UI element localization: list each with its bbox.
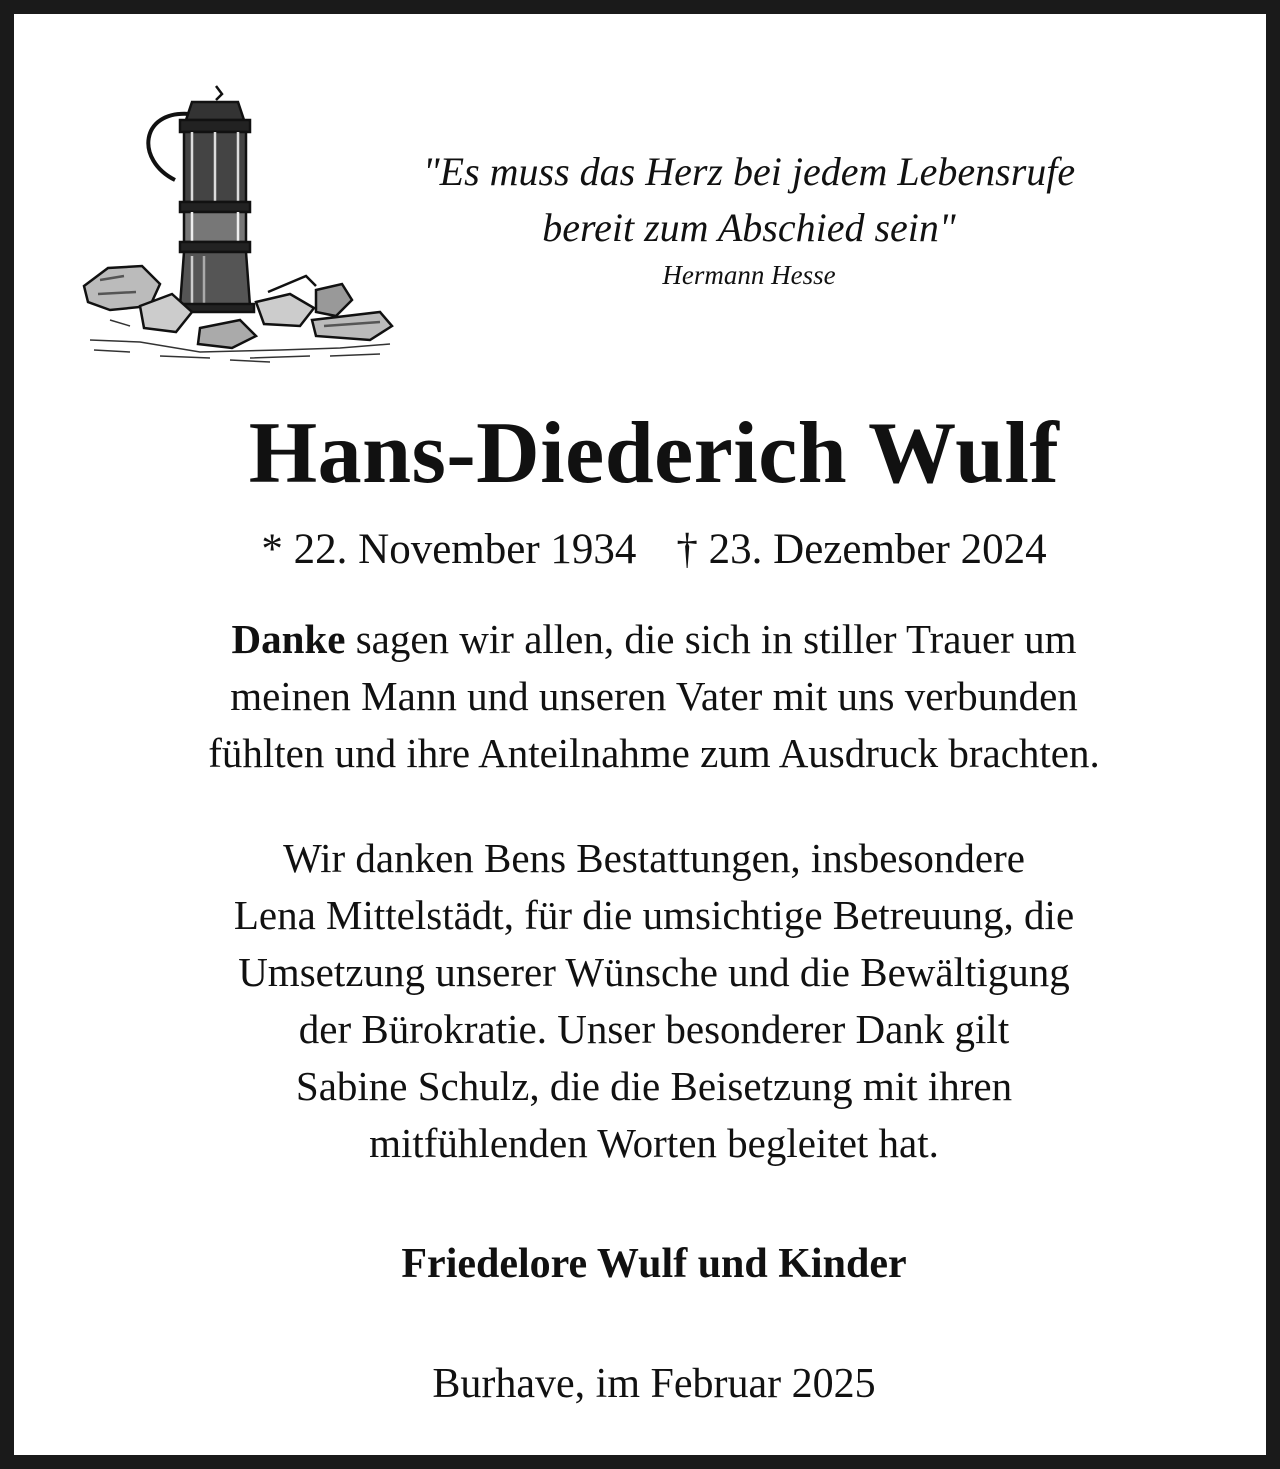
deceased-name: Hans-Diederich Wulf: [248, 405, 1060, 502]
quote-line-1: "Es muss das Herz bei jedem Lebensrufe: [422, 149, 1076, 194]
acknowledgement-line-1: Wir danken Bens Bestattungen, insbesondere: [283, 835, 1025, 881]
thanks-lead: Danke: [231, 616, 346, 662]
quote-author: Hermann Hesse: [662, 260, 836, 290]
thanks-paragraph: [14, 611, 1280, 782]
thanks-line-2: meinen Mann und unseren Vater mit uns verbunden: [230, 673, 1078, 719]
thanks-line-3: fühlten und ihre Anteilnahme zum Ausdruck brachten.: [208, 730, 1100, 776]
signoff: Friedelore Wulf und Kinder: [401, 1241, 907, 1287]
quote-block: [314, 144, 1184, 292]
acknowledgement-line-2: Lena Mittelstädt, für die umsichtige Betreuung, die: [233, 892, 1075, 938]
thanks-line-1: [14, 611, 1280, 668]
thanks-line-1-rest: sagen wir allen, die sich in stiller Trauer um: [345, 616, 1077, 662]
place-date: Burhave, im Februar 2025: [432, 1361, 876, 1407]
quote-line-2: bereit zum Abschied sein": [542, 205, 956, 250]
acknowledgement-paragraph: [14, 830, 1280, 1172]
birth-date: * 22. November 1934: [261, 526, 637, 573]
death-date: † 23. Dezember 2024: [676, 526, 1047, 573]
acknowledgement-line-5: Sabine Schulz, die die Beisetzung mit ihren: [295, 1063, 1013, 1109]
acknowledgement-line-4: der Bürokratie. Unser besonderer Dank gilt: [298, 1006, 1010, 1052]
life-dates: [14, 522, 1280, 578]
acknowledgement-line-6: mitfühlenden Worten begleitet hat.: [369, 1120, 939, 1166]
acknowledgement-line-3: Umsetzung unserer Wünsche und die Bewältigung: [238, 949, 1070, 995]
